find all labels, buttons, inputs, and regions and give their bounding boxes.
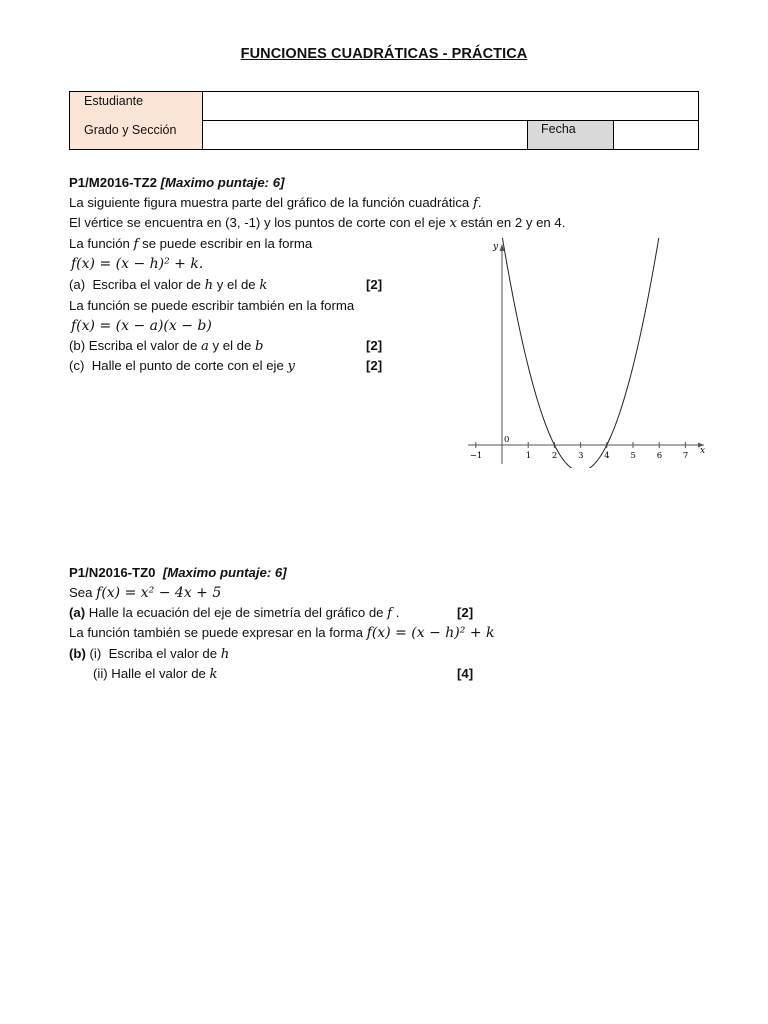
math-var: h — [204, 278, 214, 293]
student-label: Estudiante — [70, 92, 203, 121]
math-formula: f(x) = x² − 4x + 5 — [96, 585, 222, 601]
math-var: h — [220, 647, 230, 662]
math-var: a — [200, 339, 209, 354]
math-formula: f(x) = (x − h)² + k — [366, 625, 495, 641]
math-var: k — [209, 667, 218, 682]
problem1-line3 — [69, 234, 312, 254]
problem2-a-marks: [2] — [457, 605, 474, 620]
text: El vértice se encuentra en (3, -1) y los puntos de corte con el eje — [69, 215, 446, 230]
text: La siguiente figura muestra parte del gráfico de la función cuadrática — [69, 195, 470, 210]
part-label: (a) — [69, 277, 86, 292]
student-field[interactable] — [203, 92, 698, 121]
math-var: b — [255, 339, 264, 354]
x-axis-label: x — [700, 446, 706, 456]
math-var: f — [387, 606, 393, 621]
problem1-part-c — [69, 356, 295, 376]
part-label: (b) — [69, 338, 86, 353]
math-var: k — [259, 278, 268, 293]
grade-section-field[interactable] — [203, 121, 528, 149]
problem2-line-also — [69, 623, 494, 643]
problem1-formula1: f(x) = (x − h)² + k. — [71, 256, 204, 272]
grade-section-label: Grado y Sección — [70, 121, 203, 149]
x-tick-label: 3 — [578, 451, 584, 461]
text: están en 2 y en 4. — [460, 215, 566, 230]
problem1-header — [69, 173, 284, 193]
math-var: y — [287, 359, 295, 374]
text: Sea — [69, 585, 93, 600]
problem2-score: [Maximo puntaje: 6] — [162, 565, 287, 580]
problem1-c-marks: [2] — [366, 358, 383, 373]
x-tick-label: −1 — [469, 451, 483, 461]
date-field[interactable] — [614, 121, 698, 149]
math-var: x — [449, 216, 457, 231]
problem2-part-b-ii — [93, 664, 218, 684]
text: . — [477, 195, 482, 210]
problem1-a-marks: [2] — [366, 277, 383, 292]
date-label: Fecha — [528, 121, 614, 149]
problem1-line-also: La función se puede escribir también en la forma — [69, 298, 355, 313]
problem1-line1 — [69, 193, 482, 213]
problem2-definition — [69, 583, 221, 603]
problem1-b-marks: [2] — [366, 338, 383, 353]
problem1-score: [Maximo puntaje: 6] — [160, 175, 285, 190]
problem2-header — [69, 563, 287, 583]
problem2-b-marks: [4] — [457, 666, 474, 681]
text: Halle el punto de corte con el eje — [91, 358, 284, 373]
text: La función también se puede expresar en la forma — [69, 625, 363, 640]
parabola-graph — [460, 238, 710, 468]
x-tick-label: 2 — [551, 451, 558, 461]
text: y el de — [212, 338, 252, 353]
y-axis-label: y — [493, 242, 499, 252]
origin-label: 0 — [504, 435, 510, 445]
math-var: f — [472, 196, 478, 211]
text: y el de — [216, 277, 256, 292]
x-tick-label: 4 — [604, 451, 610, 461]
text: La función — [69, 236, 130, 251]
student-info-table — [69, 91, 699, 150]
text: Escriba el valor de — [92, 277, 201, 292]
problem1-code: P1/M2016-TZ2 — [69, 175, 157, 190]
subpart-label: (i) — [89, 646, 102, 661]
text: se puede escribir en la forma — [142, 236, 313, 251]
text: (ii) Halle el valor de — [93, 666, 206, 681]
part-label: (c) — [69, 358, 85, 373]
x-tick-label: 5 — [630, 451, 636, 461]
part-label: (b) — [69, 646, 86, 661]
math-var: f — [133, 237, 139, 252]
part-label: (a) — [69, 605, 86, 620]
parabola-curve — [488, 238, 675, 468]
problem2-part-b-i — [69, 644, 229, 664]
problem1-part-b — [69, 336, 263, 356]
x-tick-label: 7 — [682, 451, 689, 461]
page-title: FUNCIONES CUADRÁTICAS - PRÁCTICA — [240, 46, 528, 62]
problem1-formula2: f(x) = (x − a)(x − b) — [71, 318, 212, 334]
x-tick-label: 6 — [656, 451, 663, 461]
text: . — [395, 605, 400, 620]
problem1-line2 — [69, 213, 565, 233]
x-tick-label: 1 — [525, 451, 532, 461]
problem1-part-a — [69, 275, 267, 295]
text: Escriba el valor de — [88, 338, 198, 353]
problem2-code: P1/N2016-TZ0 — [69, 565, 156, 580]
problem2-part-a — [69, 603, 399, 623]
text: Escriba el valor de — [108, 646, 218, 661]
text: Halle la ecuación del eje de simetría del gráfico de — [88, 605, 384, 620]
